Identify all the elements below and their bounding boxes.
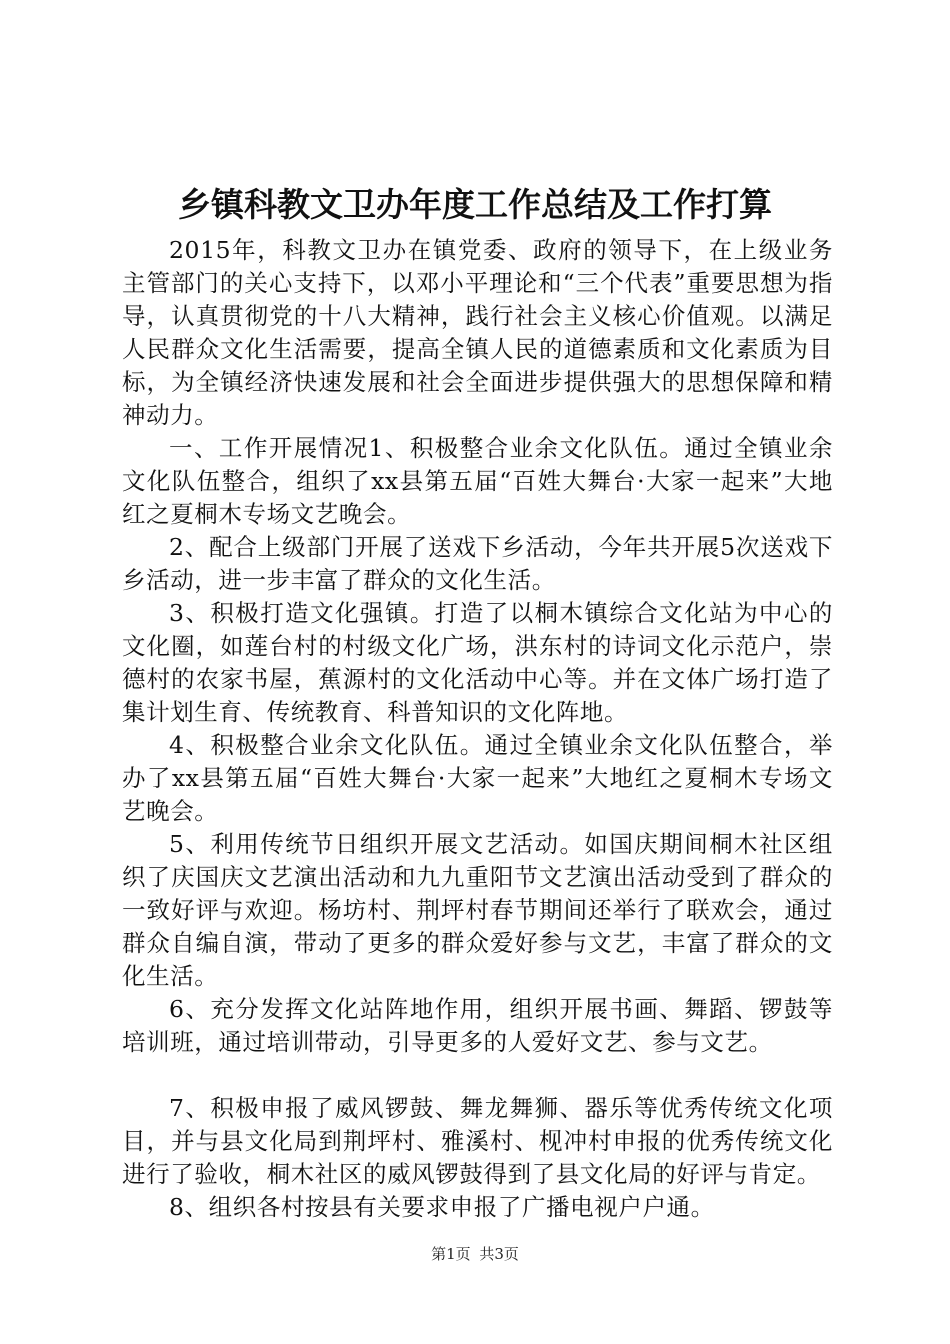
paragraph-item-6: 6、充分发挥文化站阵地作用，组织开展书画、舞蹈、锣鼓等培训班，通过培训带动，引导更多的人爱好文艺、参与文艺。 <box>122 995 833 1056</box>
paragraph-item-2: 2、配合上级部门开展了送戏下乡活动，今年共开展5次送戏下乡活动，进一步丰富了群众的文化生活。 <box>122 533 833 594</box>
document-title: 乡镇科教文卫办年度工作总结及工作打算 <box>178 185 772 224</box>
paragraph-intro: 2015年，科教文卫办在镇党委、政府的领导下，在上级业务主管部门的关心支持下，以邓小平理论和“三个代表”重要思想为指导，认真贯彻党的十八大精神，践行社会主义核心价值观。以满足人民群众文化生活需要，提高全镇人民的道德素质和文化素质为目标，为全镇经济快速发展和社会全面进步提供强大的思想保障和精神动力。 <box>122 236 833 429</box>
paragraph-item-5: 5、利用传统节日组织开展文艺活动。如国庆期间桐木社区组织了庆国庆文艺演出活动和九九重阳节文艺演出活动受到了群众的一致好评与欢迎。杨坊村、荆坪村春节期间还举行了联欢会，通过群众自编自演，带动了更多的群众爱好参与文艺，丰富了群众的文化生活。 <box>122 830 833 990</box>
paragraph-item-7: 7、积极申报了威风锣鼓、舞龙舞狮、器乐等优秀传统文化项目，并与县文化局到荆坪村、雅溪村、枧冲村申报的优秀传统文化进行了验收，桐木社区的威风锣鼓得到了县文化局的好评与肯定。 <box>122 1094 833 1188</box>
paragraph-section-1: 一、工作开展情况1、积极整合业余文化队伍。通过全镇业余文化队伍整合，组织了xx县第五届“百姓大舞台·大家一起来”大地红之夏桐木专场文艺晚会。 <box>122 434 833 528</box>
paragraph-item-8: 8、组织各村按县有关要求申报了广播电视户户通。 <box>169 1193 715 1221</box>
paragraph-item-4: 4、积极整合业余文化队伍。通过全镇业余文化队伍整合，举办了xx县第五届“百姓大舞台·大家一起来”大地红之夏桐木专场文艺晚会。 <box>122 731 833 825</box>
page-total: 共3页 <box>479 1245 519 1263</box>
page-footer <box>0 1244 950 1264</box>
page-number: 第1页 <box>431 1245 471 1263</box>
document-body <box>122 234 833 1224</box>
paragraph-item-3: 3、积极打造文化强镇。打造了以桐木镇综合文化站为中心的文化圈，如莲台村的村级文化广场，洪东村的诗词文化示范户，崇德村的农家书屋，蕉源村的文化活动中心等。并在文体广场打造了集计划生育、传统教育、科普知识的文化阵地。 <box>122 599 833 726</box>
